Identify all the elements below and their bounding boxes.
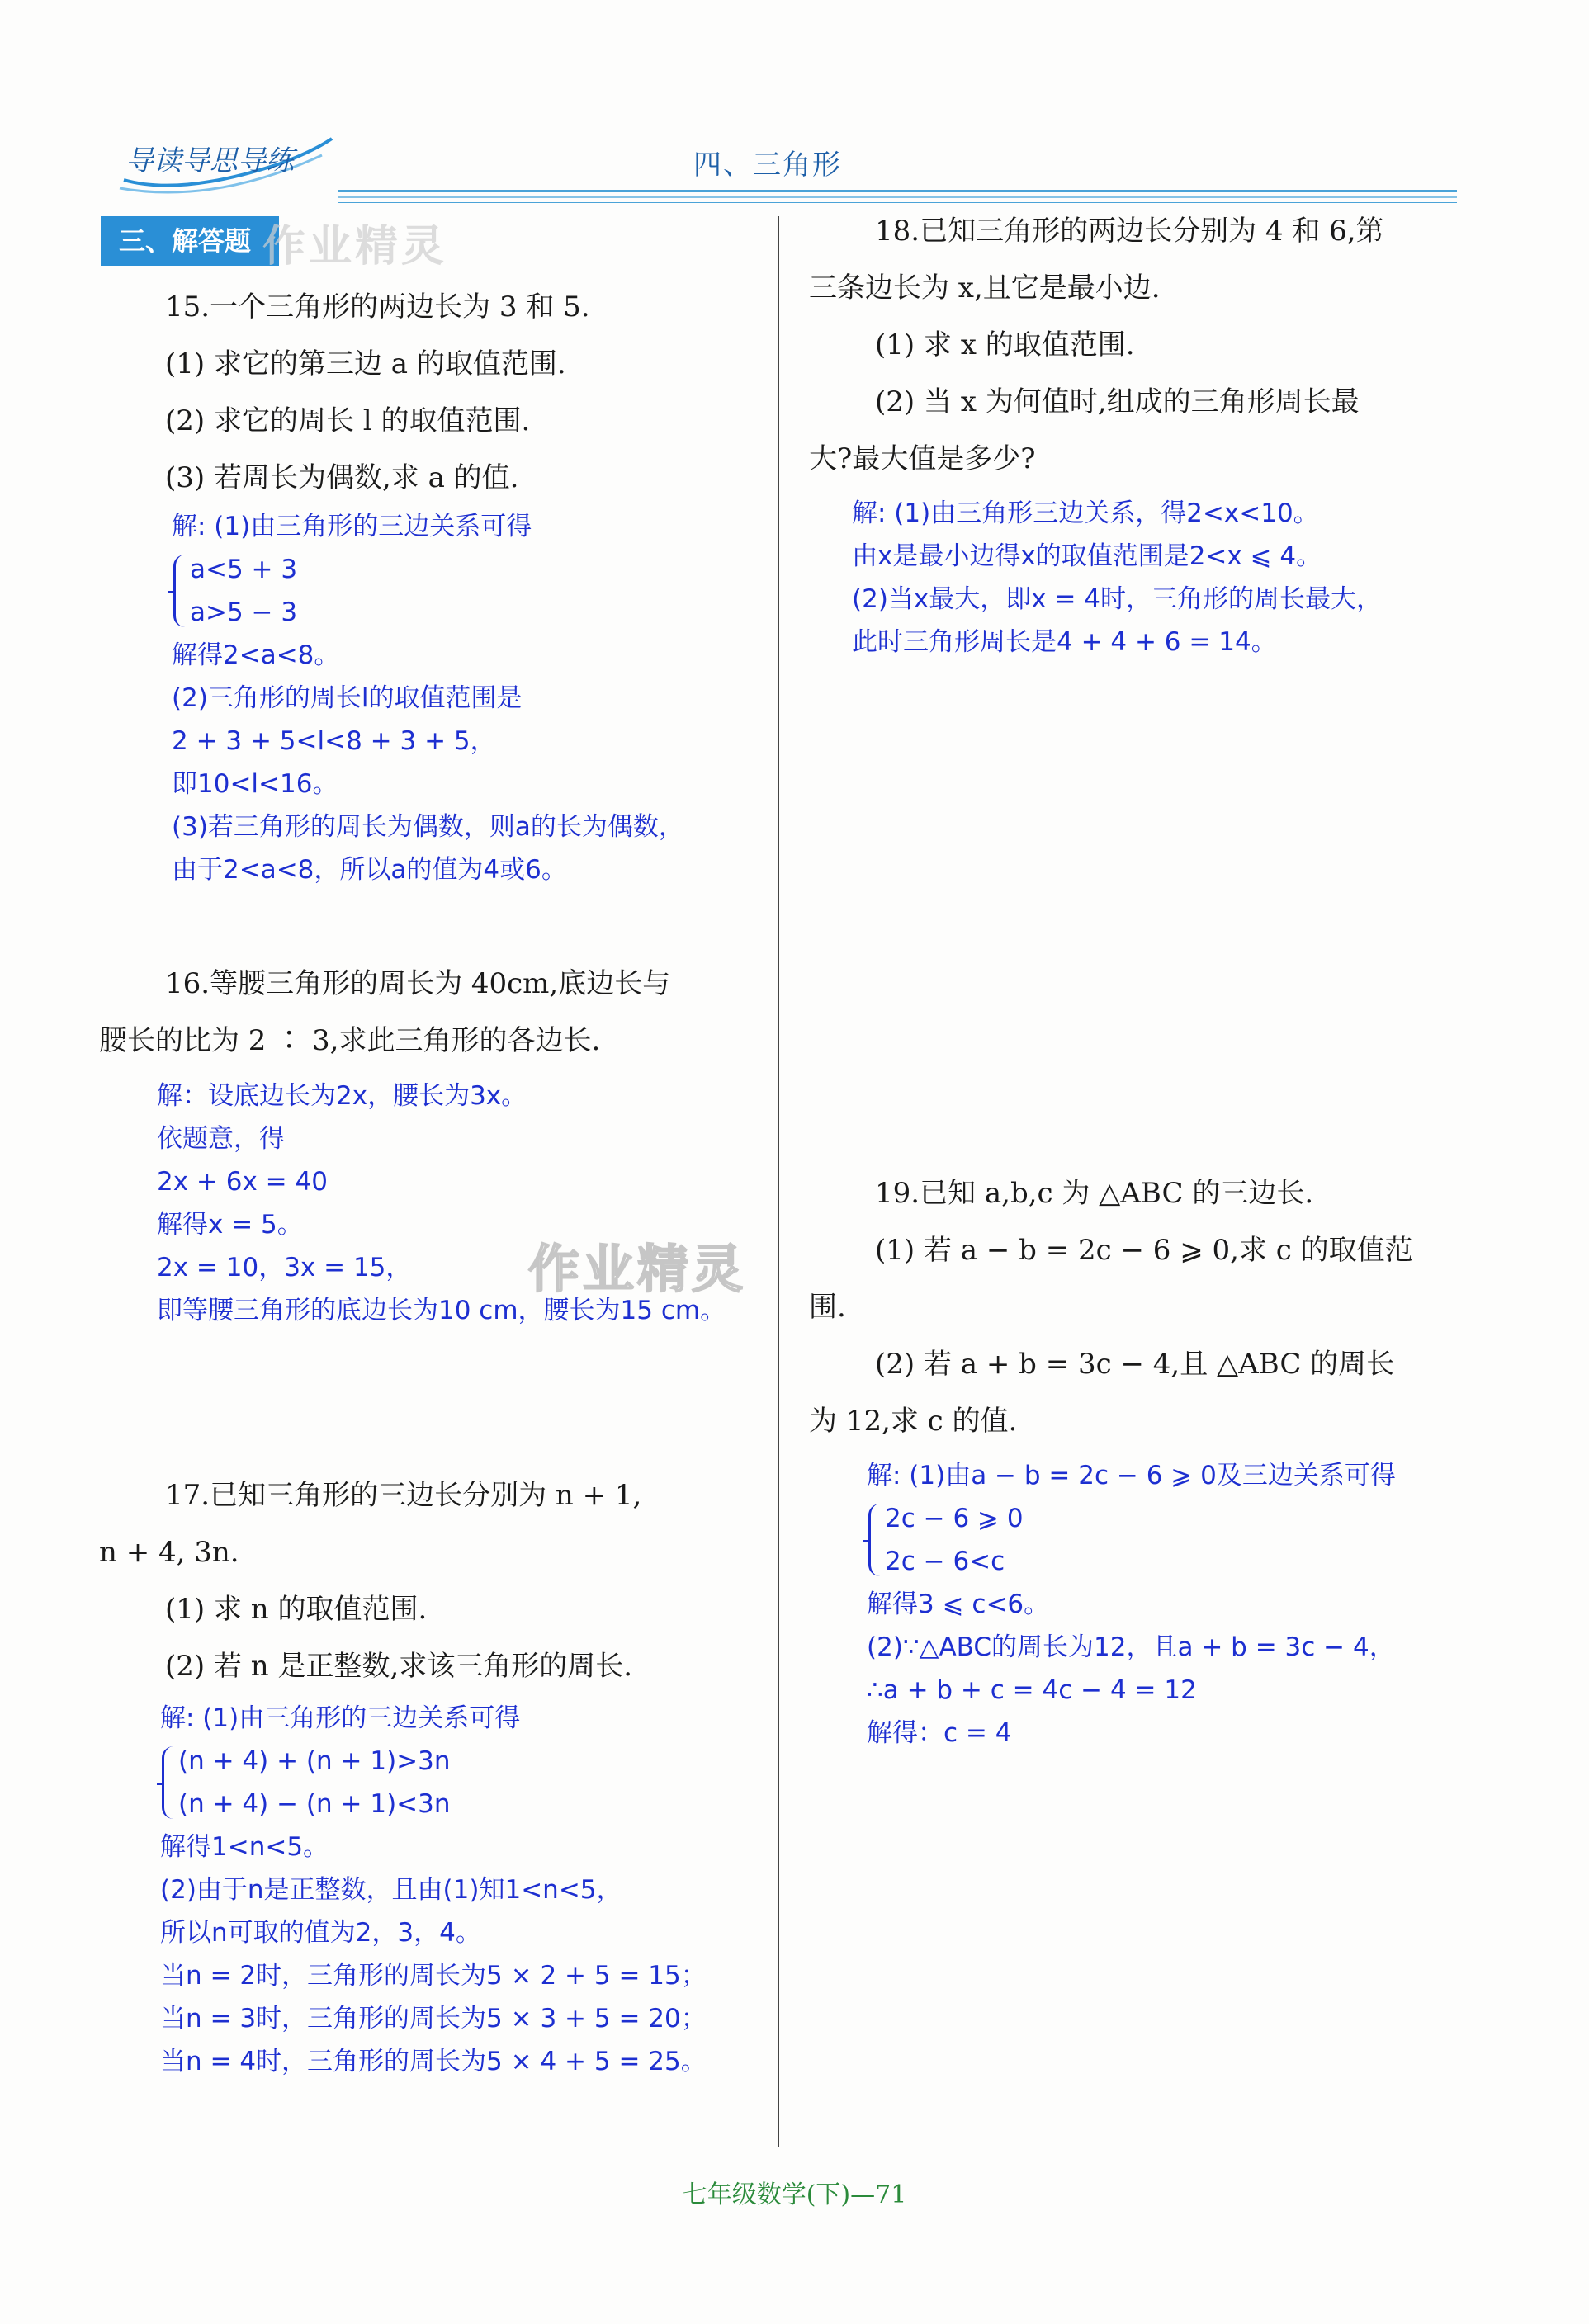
question-16 [99, 956, 670, 1070]
chapter-title: 四、三角形 [693, 149, 842, 182]
question-line: 19.已知 a,b,c 为 △ABC 的三边长. [875, 1177, 1314, 1210]
question-line: (2) 若 n 是正整数,求该三角形的周长. [165, 1650, 633, 1683]
answer-line: 解得：c = 4 [867, 1718, 1012, 1748]
answer-line: 即10<l<16。 [172, 769, 338, 799]
answer-line: (3)若三角形的周长为偶数，则a的长为偶数， [172, 812, 684, 842]
answer-17 [160, 1697, 707, 2083]
answer-line: 解: (1)由三角形三边关系，得2<x<10。 [852, 498, 1319, 528]
question-line: 围. [809, 1291, 846, 1324]
answer-18 [852, 492, 1382, 664]
answer-line: 依题意，得 [157, 1124, 285, 1154]
question-18 [809, 203, 1384, 488]
equation-system [160, 1740, 707, 1826]
answer-line: 当n = 3时，三角形的周长为5 × 3 + 5 = 20； [160, 2004, 707, 2034]
answer-line: 2x = 10，3x = 15， [157, 1253, 412, 1282]
answer-line: 解：设底边长为2x，腰长为3x。 [157, 1081, 527, 1111]
question-line: 大?最大值是多少? [809, 442, 1036, 475]
question-line: 腰长的比为 2 ∶ 3,求此三角形的各边长. [99, 1024, 601, 1057]
answer-line: 2c − 6<c [885, 1547, 1005, 1576]
question-line: (1) 求它的第三边 a 的取值范围. [165, 347, 566, 380]
question-line: 15.一个三角形的两边长为 3 和 5. [165, 290, 590, 324]
answer-line: 解得2<a<8。 [172, 640, 340, 670]
answer-line: a<5 + 3 [190, 555, 298, 584]
answer-line: 2 + 3 + 5<l<8 + 3 + 5， [172, 726, 496, 756]
answer-line: 当n = 2时，三角形的周长为5 × 2 + 5 = 15； [160, 1961, 707, 1991]
answer-line: 解: (1)由a − b = 2c − 6 ⩾ 0及三边关系可得 [867, 1461, 1396, 1490]
answer-line: ∴a + b + c = 4c − 4 = 12 [867, 1675, 1197, 1705]
answer-line: 由于2<a<8，所以a的值为4或6。 [172, 855, 567, 885]
question-line: (1) 若 a − b = 2c − 6 ⩾ 0,求 c 的取值范 [875, 1234, 1413, 1267]
question-line: (1) 求 x 的取值范围. [875, 328, 1135, 361]
answer-line: (n + 4) − (n + 1)<3n [178, 1789, 451, 1819]
answer-16 [157, 1075, 726, 1332]
logo-text: 导读导思导练 [125, 144, 294, 177]
answer-line: 解: (1)由三角形的三边关系可得 [160, 1703, 521, 1733]
answer-15 [172, 505, 684, 891]
watermark: 作业精灵 [262, 222, 448, 272]
answer-line: 所以n可取的值为2，3，4。 [160, 1918, 481, 1948]
equation-system [867, 1497, 1396, 1583]
question-line: 16.等腰三角形的周长为 40cm,底边长与 [165, 967, 671, 1000]
question-line: (2) 求它的周长 l 的取值范围. [165, 404, 531, 437]
answer-line: 由x是最小边得x的取值范围是2<x ⩽ 4。 [852, 541, 1322, 571]
question-line: (2) 当 x 为何值时,组成的三角形周长最 [875, 385, 1360, 418]
question-15 [165, 279, 590, 507]
question-line: (3) 若周长为偶数,求 a 的值. [165, 461, 519, 494]
answer-line: 解得x = 5。 [157, 1210, 303, 1240]
question-line: n + 4, 3n. [99, 1536, 239, 1569]
question-17 [99, 1467, 641, 1695]
answer-line: (2)当x最大，即x = 4时，三角形的周长最大， [852, 584, 1383, 614]
watermark: 作业精灵 [528, 1239, 747, 1299]
answer-line: (n + 4) + (n + 1)>3n [178, 1746, 451, 1776]
answer-line: 解得1<n<5。 [160, 1832, 329, 1862]
answer-line: 当n = 4时，三角形的周长为5 × 4 + 5 = 25。 [160, 2047, 707, 2076]
answer-line: 2c − 6 ⩾ 0 [885, 1504, 1024, 1533]
header-rule [338, 190, 1457, 192]
equation-system [172, 548, 684, 634]
answer-line: 解: (1)由三角形的三边关系可得 [172, 512, 532, 541]
answer-line: 2x + 6x = 40 [157, 1167, 328, 1197]
question-19 [809, 1165, 1413, 1450]
question-line: (2) 若 a + b = 3c − 4,且 △ABC 的周长 [875, 1348, 1395, 1381]
answer-line: (2)∵△ABC的周长为12，且a + b = 3c − 4， [867, 1632, 1395, 1662]
answer-line: (2)由于n是正整数，且由(1)知1<n<5， [160, 1875, 622, 1905]
page-footer: 七年级数学(下)—71 [682, 2180, 907, 2209]
question-line: (1) 求 n 的取值范围. [165, 1593, 428, 1626]
header-rule [338, 196, 1457, 198]
answer-line: 解得3 ⩽ c<6。 [867, 1589, 1050, 1619]
question-line: 18.已知三角形的两边长分别为 4 和 6,第 [875, 215, 1384, 248]
answer-line: a>5 − 3 [190, 598, 298, 627]
column-divider [778, 216, 779, 2147]
answer-line: (2)三角形的周长l的取值范围是 [172, 683, 523, 713]
section-tag: 三、解答题 [101, 216, 279, 266]
answer-line: 此时三角形周长是4 + 4 + 6 = 14。 [852, 627, 1277, 657]
brand-logo [116, 130, 338, 198]
answer-line: 即等腰三角形的底边长为10 cm，腰长为15 cm。 [157, 1296, 726, 1325]
question-line: 为 12,求 c 的值. [809, 1405, 1018, 1438]
question-line: 17.已知三角形的三边长分别为 n + 1, [165, 1479, 642, 1512]
answer-19 [867, 1454, 1396, 1755]
question-line: 三条边长为 x,且它是最小边. [809, 272, 1161, 305]
